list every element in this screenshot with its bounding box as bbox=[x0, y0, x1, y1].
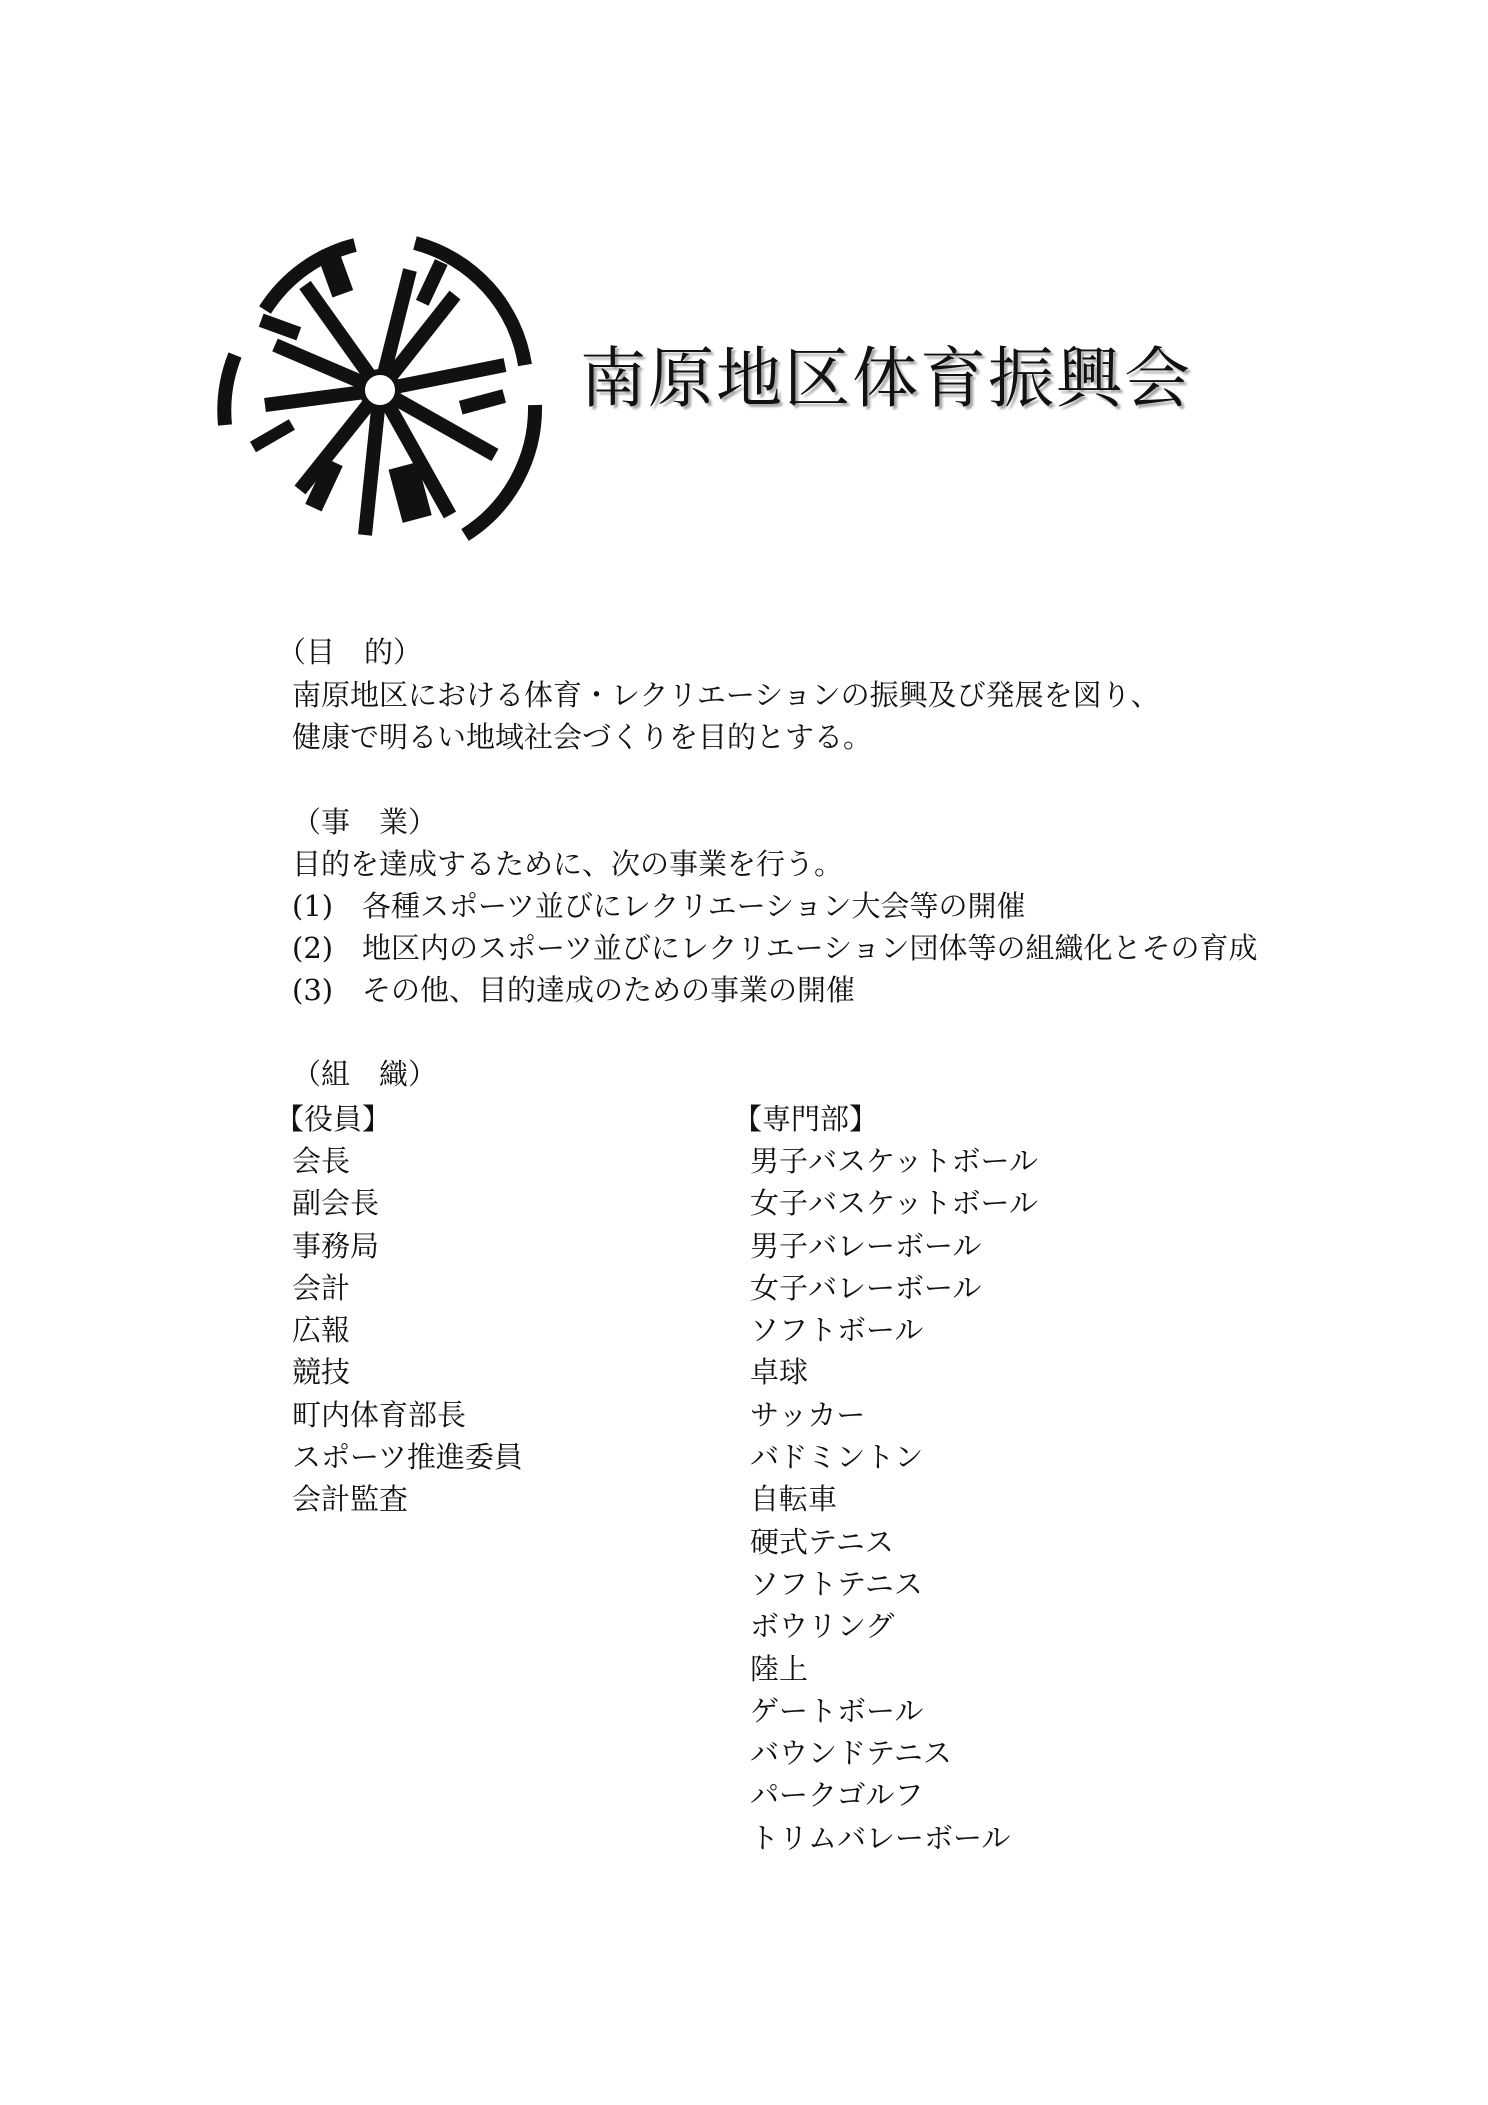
list-item: バウンドテニス bbox=[750, 1736, 952, 1771]
list-item: ソフトボール bbox=[750, 1313, 924, 1348]
list-item: 女子バスケットボール bbox=[750, 1186, 1038, 1221]
business-item-text: その他、目的達成のための事業の開催 bbox=[362, 973, 856, 1007]
purpose-line: 健康で明るい地域社会づくりを目的とする。 bbox=[292, 720, 873, 754]
business-item bbox=[292, 973, 855, 1008]
list-item: 男子バスケットボール bbox=[750, 1144, 1038, 1178]
list-item: 会長 bbox=[292, 1144, 351, 1178]
purpose-heading: （目 的） bbox=[277, 635, 423, 669]
list-item: 男子バレーボール bbox=[750, 1228, 982, 1263]
list-item: スポーツ推進委員 bbox=[292, 1440, 523, 1475]
list-item: 陸上 bbox=[750, 1651, 809, 1686]
list-item: 副会長 bbox=[292, 1186, 380, 1221]
business-item-number: (2) bbox=[292, 931, 334, 965]
list-item: サッカー bbox=[750, 1397, 866, 1432]
list-item: 女子バレーボール bbox=[750, 1270, 982, 1305]
list-item: ゲートボール bbox=[750, 1693, 924, 1728]
business-item-text: 地区内のスポーツ並びにレクリエーション団体等の組織化とその育成 bbox=[362, 931, 1258, 965]
list-item: 会計監査 bbox=[292, 1482, 409, 1517]
list-item: 卓球 bbox=[750, 1355, 809, 1390]
departments-list bbox=[733, 1098, 1038, 1859]
purpose-line: 南原地区における体育・レクリエーションの振興及び発展を図り、 bbox=[292, 678, 1160, 712]
list-item: 町内体育部長 bbox=[292, 1397, 467, 1432]
list-item: 競技 bbox=[292, 1355, 351, 1390]
business-item-number: (1) bbox=[292, 889, 334, 923]
business-heading: （事 業） bbox=[292, 805, 438, 839]
list-item: 自転車 bbox=[750, 1482, 838, 1517]
business-item-text: 各種スポーツ並びにレクリエーション大会等の開催 bbox=[362, 889, 1026, 923]
list-item: 事務局 bbox=[292, 1228, 380, 1263]
association-emblem-icon bbox=[205, 215, 555, 565]
list-item: 会計 bbox=[292, 1270, 351, 1305]
list-item: バドミントン bbox=[750, 1440, 924, 1475]
officers-heading: 【役員】 bbox=[275, 1102, 392, 1136]
page-title: 南原地区体育振興会 bbox=[580, 340, 1192, 417]
list-item: パークゴルフ bbox=[750, 1778, 924, 1813]
list-item: 硬式テニス bbox=[750, 1524, 894, 1559]
business-item-number: (3) bbox=[292, 973, 334, 1007]
business-item bbox=[292, 889, 1026, 924]
organization-heading: （組 織） bbox=[292, 1057, 438, 1091]
list-item: ボウリング bbox=[750, 1609, 895, 1644]
departments-heading: 【専門部】 bbox=[733, 1102, 879, 1136]
list-item: ソフトテニス bbox=[750, 1566, 923, 1601]
list-item: トリムバレーボール bbox=[750, 1820, 1011, 1855]
officers-list bbox=[275, 1098, 523, 1521]
business-item bbox=[292, 931, 1258, 966]
business-intro: 目的を達成するために、次の事業を行う。 bbox=[292, 847, 844, 881]
list-item: 広報 bbox=[292, 1313, 351, 1348]
